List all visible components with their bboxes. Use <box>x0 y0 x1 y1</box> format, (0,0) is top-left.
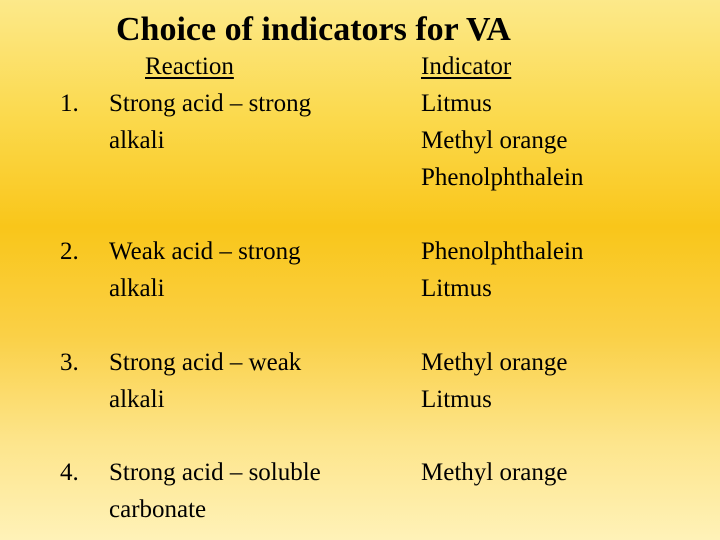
indicator-cell <box>421 233 711 307</box>
reaction-line: carbonate <box>109 496 207 523</box>
row-number: 3. <box>60 349 79 376</box>
reaction-cell <box>109 85 399 159</box>
indicator-item: Phenolphthalein <box>421 238 584 265</box>
indicator-cell <box>421 344 711 418</box>
reaction-line: alkali <box>109 127 165 154</box>
slide-title: Choice of indicators for VA <box>116 11 511 48</box>
indicator-cell <box>421 85 711 196</box>
reaction-line: Strong acid – strong <box>109 90 312 117</box>
indicator-item: Litmus <box>421 275 492 302</box>
reaction-line: alkali <box>109 386 165 413</box>
indicator-item: Methyl orange <box>421 127 568 154</box>
reaction-cell <box>109 233 399 307</box>
row-number: 1. <box>60 90 79 117</box>
row-number: 4. <box>60 459 79 486</box>
reaction-cell <box>109 344 399 418</box>
indicator-item: Methyl orange <box>421 459 568 486</box>
indicator-column-header: Indicator <box>421 53 512 80</box>
indicator-item: Litmus <box>421 386 492 413</box>
reaction-line: Strong acid – weak <box>109 349 302 376</box>
reaction-line: Weak acid – strong <box>109 238 301 265</box>
indicator-item: Phenolphthalein <box>421 164 584 191</box>
reaction-column-header: Reaction <box>145 53 234 80</box>
indicator-cell <box>421 454 711 491</box>
reaction-line: alkali <box>109 275 165 302</box>
reaction-cell <box>109 454 399 528</box>
indicator-item: Litmus <box>421 90 492 117</box>
indicator-item: Methyl orange <box>421 349 568 376</box>
row-number: 2. <box>60 238 79 265</box>
reaction-line: Strong acid – soluble <box>109 459 321 486</box>
